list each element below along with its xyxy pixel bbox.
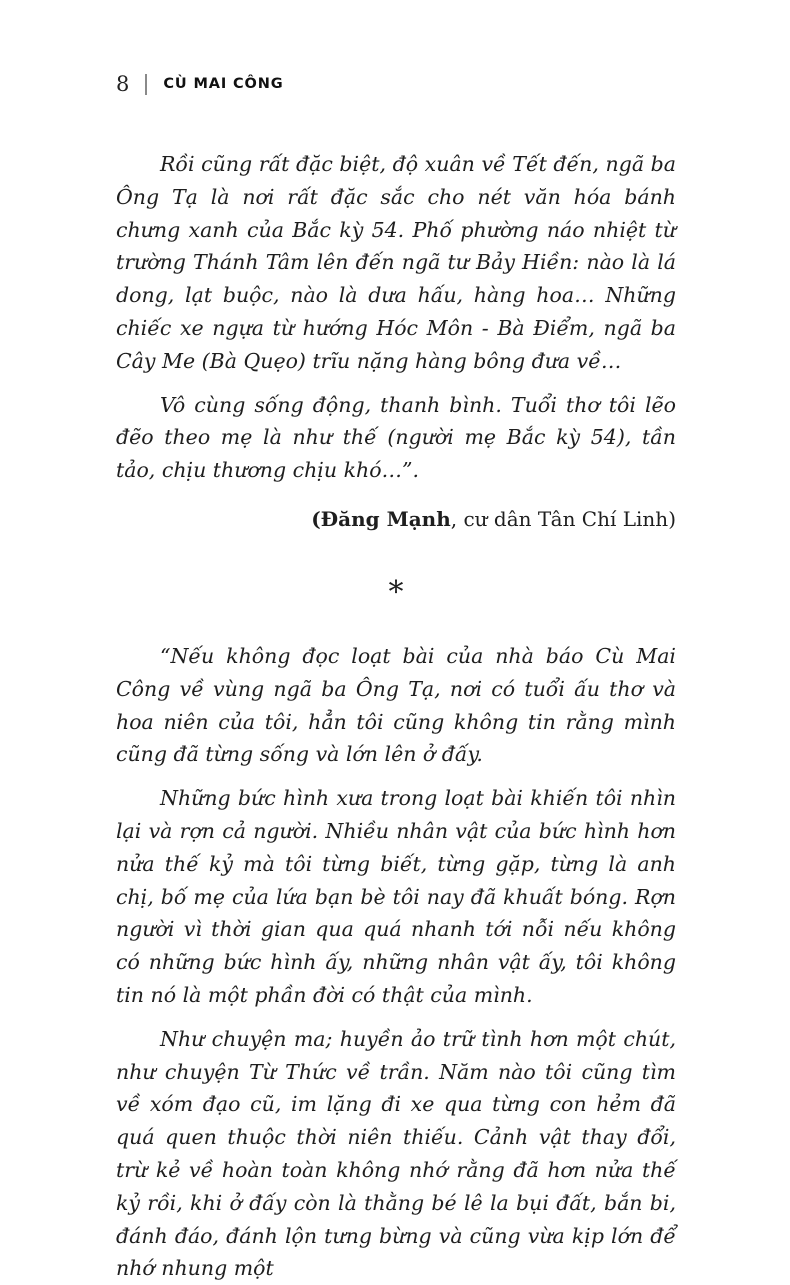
paragraph-quote2-1: “Nếu không đọc loạt bài của nhà báo Cù Mai Công về vùng ngã ba Ông Tạ, nơi có tuổi ấu thơ và hoa niên của tôi, hẳn tôi cũng không tin rằng mình cũng đã từng sống và lớn lên ở đấy. (116, 643, 676, 767)
running-title: CÙ MAI CÔNG (163, 76, 284, 92)
paragraph-quote2-2: Những bức hình xưa trong loạt bài khiến tôi nhìn lại và rợn cả người. Nhiều nhân vật của bức hình hơn nửa thế kỷ mà tôi từng biết, từng gặp, từng là anh chị, bố mẹ của lứa bạn bè tôi nay đã khuất bóng. Rợn người vì thời gian qua quá nhanh tới nỗi nếu không có những bức hình ấy, những nhân vật ấy, tôi không tin nó là một phần đời có thật của mình. (116, 786, 676, 1007)
paragraph-quote1-1: Rồi cũng rất đặc biệt, độ xuân về Tết đến, ngã ba Ông Tạ là nơi rất đặc sắc cho nét văn hóa bánh chưng xanh của Bắc kỳ 54. Phố phường náo nhiệt từ trường Thánh Tâm lên đến ngã tư Bảy Hiền: nào là lá dong, lạt buộc, nào là dưa hấu, hàng hoa… Những chiếc xe ngựa từ hướng Hóc Môn - Bà Điểm, ngã ba Cây Me (Bà Quẹo) trĩu nặng hàng bông đưa về… (116, 152, 676, 373)
page-number: 8 (116, 72, 130, 96)
separator-asterisk: * (388, 574, 404, 610)
header-divider (145, 74, 147, 95)
attribution-rest: , cư dân Tân Chí Linh) (450, 506, 676, 531)
paragraph-quote1-2: Vô cùng sống động, thanh bình. Tuổi thơ tôi lẽo đẽo theo mẹ là như thế (người mẹ Bắc kỳ 54), tần tảo, chịu thương chịu khó…”. (116, 392, 676, 483)
paragraph-quote2-3: Như chuyện ma; huyền ảo trữ tình hơn một chút, như chuyện Từ Thức về trần. Năm nào tôi cũng tìm về xóm đạo cũ, im lặng đi xe qua từng con hẻm đã quá quen thuộc thời niên thiếu. Cảnh vật thay đổi, trừ kẻ về hoàn toàn không nhớ rằng đã hơn nửa thế kỷ rồi, khi ở đấy còn là thằng bé lê la bụi đất, bắn bi, đánh đáo, đánh lộn tưng bừng và cũng vừa kịp lớn để nhớ nhung một (116, 1026, 676, 1281)
body-text (116, 148, 676, 1285)
running-header (116, 72, 676, 96)
attribution (116, 507, 676, 531)
attribution-name: (Đăng Mạnh (311, 506, 451, 531)
